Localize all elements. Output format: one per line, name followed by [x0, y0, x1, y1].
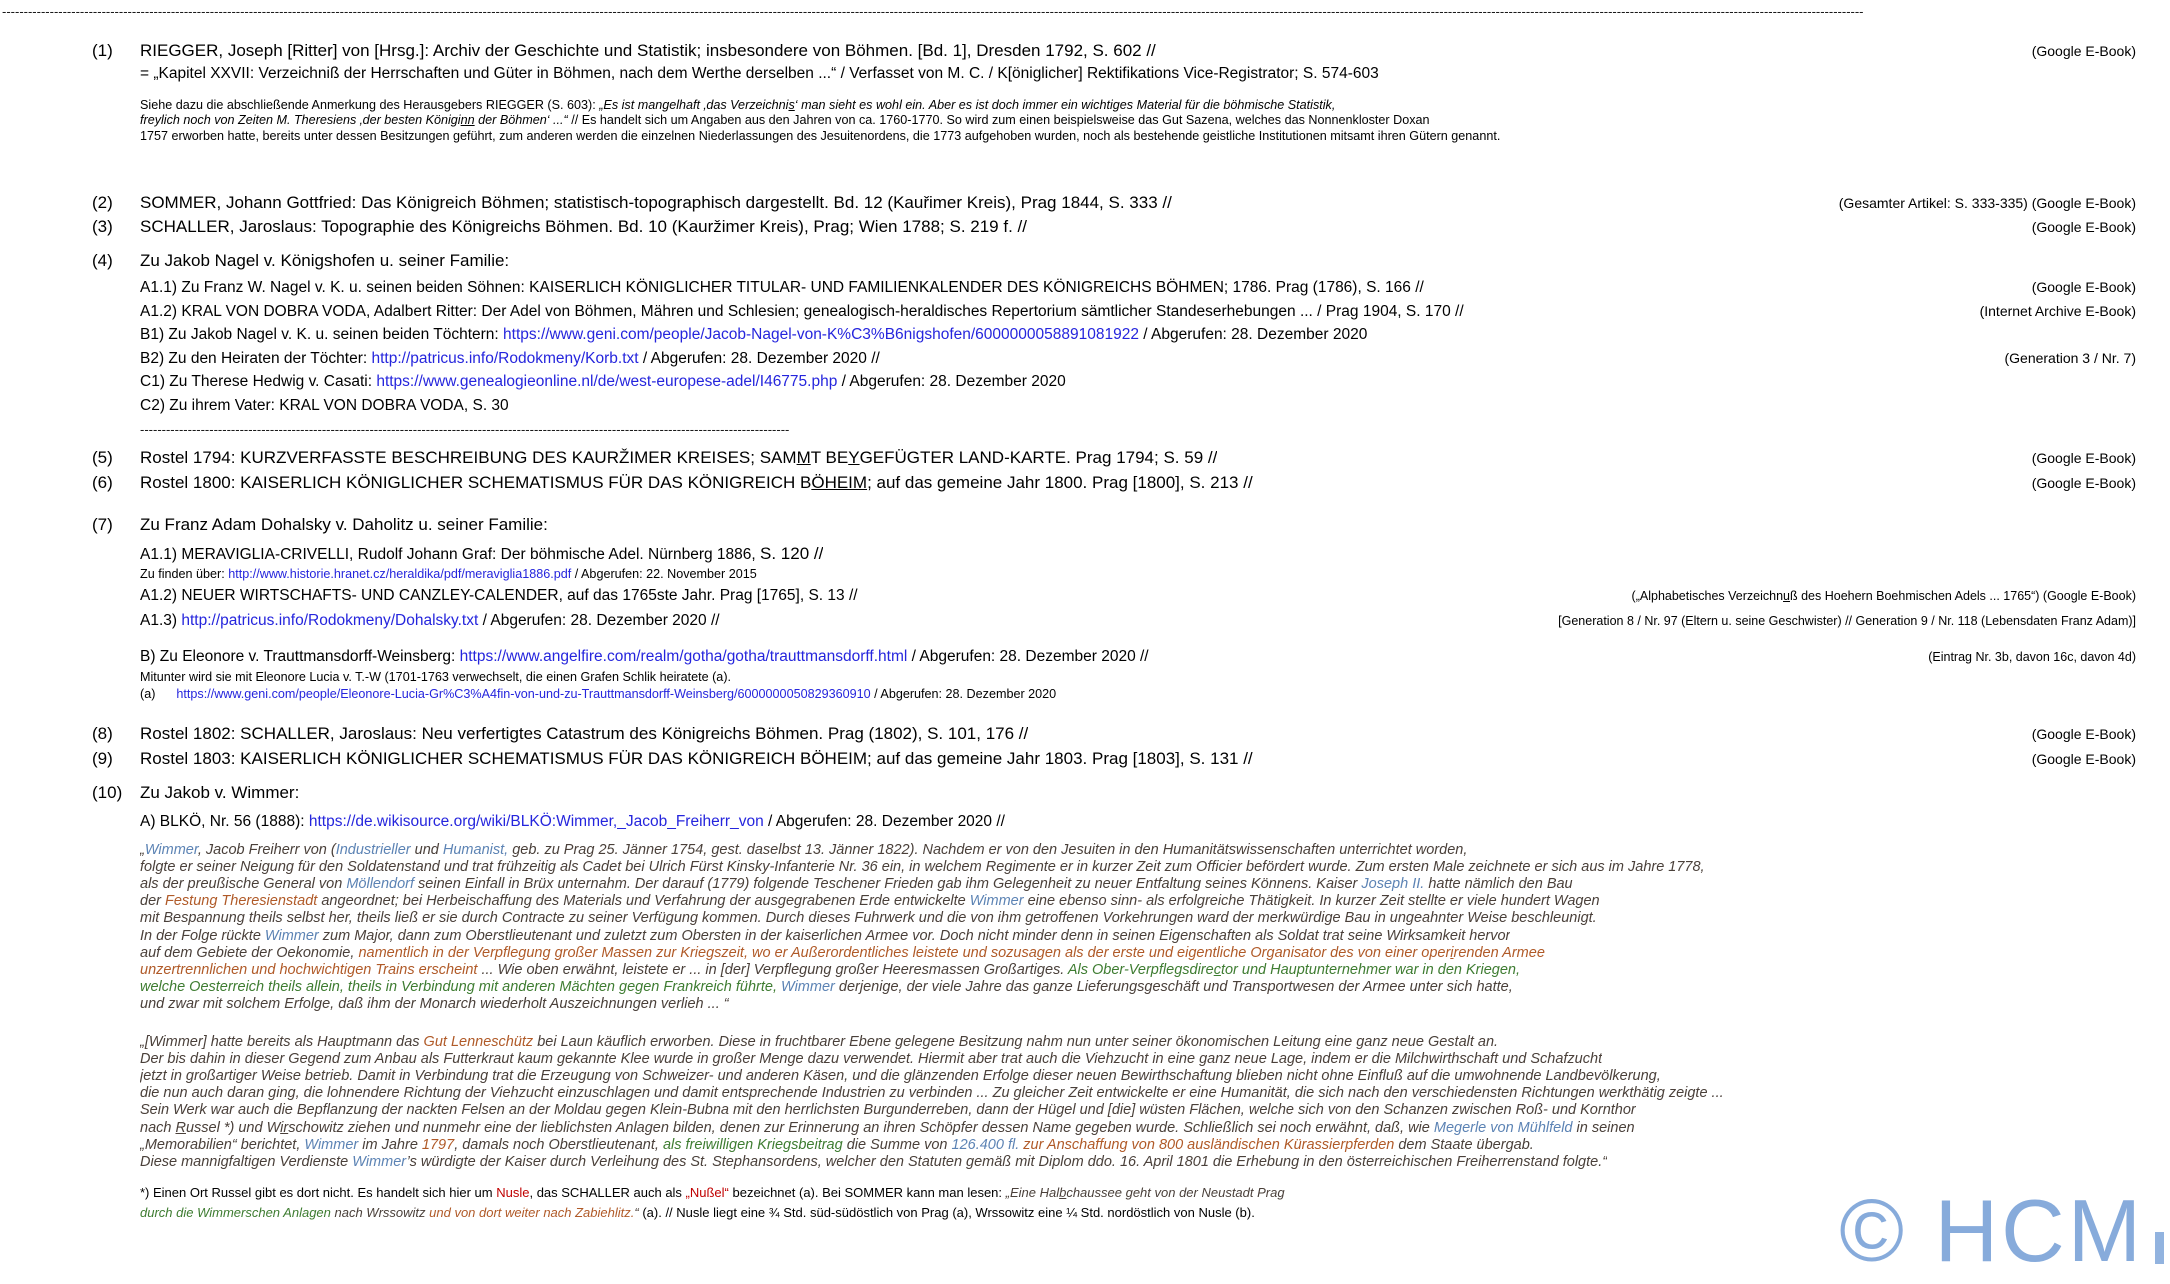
text-segment: Möllendorf [346, 875, 415, 892]
text-segment: (Internet Archive E-Book) [1979, 302, 2136, 319]
doc-line [0, 113, 2170, 129]
doc-line [0, 687, 2170, 703]
doc-line [0, 979, 2170, 996]
line-text [140, 645, 1149, 669]
text-segment: , das SCHALLER auch als [529, 1185, 686, 1201]
text-segment: („Alphabetisches Verzeichn [1631, 589, 1784, 604]
line-text [140, 192, 1172, 214]
text-segment: als der preußische General von [140, 875, 347, 892]
doc-line [0, 1137, 2170, 1154]
text-segment: S. 120 // [760, 544, 824, 564]
text-segment: “ [634, 1204, 643, 1220]
text-segment: unzertrennlichen und hochwichtigen Trains erscheint [140, 961, 482, 978]
text-segment: / Abgerufen: 28. Dezember 2020 // [763, 813, 1005, 831]
text-segment: ... Wie oben erwähnt, leistete er ... in [der] Verpflegung großer Heeresmassen Großartiges. [481, 961, 1068, 978]
doc-line [0, 1154, 2170, 1171]
text-segment: tor und Hauptunternehmer war in den Kriegen, [1220, 961, 1520, 978]
text-segment: Zu finden über: [140, 566, 229, 581]
line-text [140, 1034, 1498, 1051]
hyperlink[interactable]: https://www.genealogieonline.nl/de/west-europese-adel/I46775.php [376, 373, 838, 391]
text-segment: „Nußel“ [685, 1185, 729, 1201]
text-segment: zum Major, dann zum Oberstlieutenant und zuletzt zum Obersten in der kaiserlichen Armee vor. Doch nicht minder denn in seinen Eigenschaften als Soldat trat seine Wirksamkeit hervor [318, 927, 1511, 944]
line-text [140, 472, 1253, 494]
doc-line [0, 370, 2170, 394]
doc-line [0, 645, 2170, 670]
text-segment: = „Kapitel XXVII: Verzeichniß der Herrschaften und Güter in Böhmen, nach dem Werthe derselben ...“ / Verfasset von M. C. / K[öniglicher] Rektifikations Vice-Registrator; S. 574-603 [140, 65, 1379, 82]
line-text [140, 300, 1464, 324]
line-text [140, 1085, 1724, 1102]
line-text [140, 1102, 1636, 1119]
doc-line [0, 300, 2170, 324]
line-text [140, 113, 1430, 129]
text-segment: Nusle [496, 1185, 530, 1201]
right-label [1620, 585, 2136, 609]
text-segment: (Google E-Book) [2031, 279, 2136, 296]
doc-line [0, 584, 2170, 609]
text-segment: / Abgerufen: 28. Dezember 2020 // [638, 349, 880, 367]
text-segment: Sein Werk war auch die Bepflanzung der nackten Felsen an der Moldau gegen Klein-Bubna mit den herrlichsten Burgunderreben, dann der Hügel und [die] wüsten Flächen, welche sich von den Schanzen zwischen Roß- und Kornthor [140, 1102, 1636, 1119]
doc-line [0, 394, 2170, 418]
text-segment: Gut Lenneschütz [423, 1033, 534, 1050]
text-segment: derjenige, der viele Jahre das ganze Lieferungsgeschäft und Transportwesen der Armee unter sich hatte, [834, 979, 1513, 996]
text-segment: renden Armee [1453, 944, 1545, 961]
text-segment: in seinen [1572, 1119, 1635, 1136]
doc-line [0, 250, 2170, 272]
line-text [140, 962, 1520, 979]
text-segment: 126.400 fl. [951, 1136, 1020, 1153]
line-text [140, 910, 1597, 927]
text-segment: ir [280, 1119, 289, 1136]
line-text [140, 394, 509, 418]
text-segment: schowitz ziehen und nunmehr eine der lieblichsten Anlagen bilden, denen zur Erinnerung an ihren Schöpfer dessen Name gegeben wurde. Schließlich sei noch erwähnt, daß, wie [288, 1119, 1434, 1136]
watermark: © HCM [1839, 1181, 2144, 1280]
text-segment: eine ebenso sinn- als erfolgreiche Thätigkeit. In kurzer Zeit stellte er viele hundert Wagen [1023, 893, 1600, 910]
doc-line [0, 1085, 2170, 1102]
text-segment: Wimmer [352, 1154, 407, 1171]
doc-line [0, 782, 2170, 804]
text-segment: 1797 [421, 1136, 455, 1153]
dashed-separator [0, 4, 2170, 20]
doc-line [0, 810, 2170, 834]
text-segment: hatte nämlich den Bau [1424, 875, 1573, 892]
text-segment: (Google E-Book) [2031, 751, 2136, 768]
entry-number: (10) [92, 783, 123, 803]
text-segment: geb. zu Prag 25. Jänner 1754, gest. daselbst 13. Jänner 1822). Nachdem er von den Jesuiten in den Humanitätswissenschaften unterrichtet worden, [508, 841, 1468, 858]
text-segment: , damals noch Oberstlieutenant, [454, 1136, 663, 1153]
text-segment: Wimmer [969, 893, 1024, 910]
text-segment: 1757 erworben hatte, bereits unter dessen Besitzungen geführt, zum anderen werden die einzelnen Niederlassungen des Jesuitenordens, die 1773 aufgehoben wurden, noch als bestehende geistliche Institutionen mitsamt ihren Gütern genannt. [140, 128, 1501, 143]
doc-line [0, 996, 2170, 1013]
entry-number: (6) [92, 473, 113, 493]
doc-line [0, 98, 2170, 114]
text-segment: Als Ober-Verpflegsdire [1067, 961, 1214, 978]
doc-line [0, 542, 2170, 567]
text-segment: ’s würdigte der Kaiser durch Verleihung des St. Stephansordens, welcher den Statuten gemäß mit Diplom ddo. 16. April 1801 die Erhebung in den österreichischen Freiherrenstand folgte.“ [406, 1154, 1608, 1171]
line-text [140, 370, 1066, 394]
text-segment: / Abgerufen: 28. Dezember 2020 [837, 373, 1066, 391]
line-text [140, 1154, 1607, 1171]
text-segment: // Es handelt sich um Angaben aus den Jahren von ca. 1760-1770. So wird zum einen beispielsweise das Gut Sazena, welches das Nonnenkloster Doxan [571, 113, 1430, 128]
hyperlink[interactable]: https://www.geni.com/people/Eleonore-Lucia-Gr%C3%A4fin-von-und-zu-Trauttmansdorff-Weinsberg/6000000050829360910 [176, 687, 871, 702]
line-text [140, 893, 1600, 910]
line-text [140, 1203, 1255, 1223]
line-text [140, 1068, 1661, 1085]
text-segment: ; auf das gemeine Jahr 1800. Prag [1800], S. 213 // [867, 473, 1253, 493]
text-segment: SOMMER, Johann Gottfried: Das Königreich Böhmen; statistisch-topographisch dargestellt. Bd. 12 (Kauřimer Kreis), Prag 1844, S. 333 // [140, 193, 1172, 213]
text-segment: s [788, 97, 795, 112]
text-segment: b [1059, 1185, 1067, 1201]
entry-number: (1) [92, 41, 113, 60]
text-segment: Zu Jakob Nagel v. Königshofen u. seiner Familie: [140, 251, 510, 271]
doc-line [0, 842, 2170, 859]
line-text [140, 423, 844, 437]
text-segment: und zwar mit solchem Erfolge, daß ihm der Monarch wiederholt Auszeichnungen verlieh ... “ [140, 996, 729, 1013]
text-segment: nach [140, 1119, 176, 1136]
doc-line [0, 910, 2170, 927]
doc-line [0, 1068, 2170, 1085]
doc-line [0, 1102, 2170, 1119]
text-segment: namentlich in der Verpflegung großer Massen zur Kriegszeit, wo er Außerordentliches leistete und sozusagen als der erste und eigentliche Organisator des von einer oper [358, 944, 1451, 961]
doc-line [0, 670, 2170, 686]
text-segment: i [1450, 944, 1454, 961]
line-text [140, 40, 1156, 62]
text-segment: im Jahre [358, 1136, 422, 1153]
entry-number: (2) [92, 193, 113, 213]
text-segment: *) Einen Ort Russel gibt es dort nicht. Es handelt sich hier um [140, 1185, 497, 1201]
entry-number: (4) [92, 251, 113, 271]
doc-line [0, 323, 2170, 347]
text-segment: A1.1) Zu Franz W. Nagel v. K. u. seinen beiden Söhnen: KAISERLICH KÖNIGLICHER TITULAR- UND FAMILIENKALENDER DES KÖNIGREICHS BÖHMEN; 1786. Prag (1786), S. 166 // [140, 279, 1424, 297]
text-segment: B1) Zu Jakob Nagel v. K. u. seinen beiden Töchtern: [140, 326, 504, 344]
text-segment: GEFÜGTER LAND-KARTE. Prag 1794; S. 59 // [859, 448, 1218, 468]
text-segment: jetzt in großartiger Weise betrieb. Damit in Verbindung trat die Erzeugung von Schweizer- und anderen Käsen, und die glänzenden Erfolge dieser neuen Bewirthschaftung blieben nicht ohne Einfluß auf die umwohnende Landbevölkerung, [140, 1068, 1661, 1084]
text-segment: „Es ist mangelhaft ‚das Verzeichni [599, 97, 789, 112]
text-segment: chaussee geht von der Neustadt Prag [1066, 1185, 1285, 1201]
text-segment: Rostel 1794: KURZVERFASSTE BESCHREIBUNG DES KAURŽIMER KREISES; SAM [140, 448, 797, 468]
hyperlink[interactable]: https://www.geni.com/people/Jacob-Nagel-von-K%C3%B6nigshofen/6000000058891081922 [503, 326, 1139, 344]
right-label [2020, 216, 2136, 238]
right-label [2020, 276, 2136, 300]
doc-line [0, 447, 2170, 469]
text-segment: A1.2) NEUER WIRTSCHAFTS- UND CANZLEY-CALENDER, auf das 1765ste Jahr. Prag [1765], S. 13 // [140, 587, 858, 605]
text-segment: , Jacob Freiherr von ( [197, 841, 336, 858]
right-label [1827, 192, 2136, 214]
right-label [1916, 646, 2136, 670]
text-segment: und von dort weiter nach Zabiehlitz. [429, 1204, 635, 1220]
hyperlink[interactable]: http://patricus.info/Rodokmeny/Dohalsky.txt [181, 611, 479, 629]
text-segment: als freiwilligen Kriegsbeitrag [662, 1136, 843, 1153]
doc-line [0, 723, 2170, 745]
text-segment: dem Staate übergab. [1394, 1136, 1534, 1153]
text-segment: A1.2) KRAL VON DOBRA VODA, Adalbert Ritter: Der Adel von Böhmen, Mähren und Schlesien; genealogisch-heraldisches Repertorium sämtlicher Standeserhebungen ... / Prag 1904, S. 170 // [140, 302, 1464, 320]
text-segment: nach Wrssowitz [330, 1204, 430, 1220]
text-segment: die nun auch daran ging, die lohnendere Richtung der Viehzucht einzuschlagen und damit entsprechende Industrien zu verbinden ... Zu gleicher Zeit entwickelte er eine Humanität, die sich nach den verschiedensten Richtungen werkthätig zeigte ... [140, 1085, 1724, 1102]
line-text [140, 859, 1705, 876]
entry-number: (3) [92, 217, 113, 237]
line-text [140, 687, 1056, 703]
text-segment: und [410, 841, 443, 858]
doc-line [0, 129, 2170, 145]
entry-number: (7) [92, 515, 113, 535]
text-segment: Joseph II. [1361, 875, 1425, 892]
text-segment: Der bis dahin in dieser Gegend zum Anbau als Futterkraut kaum gekannte Klee wurde in großer Menge dazu verwendet. Hiermit aber trat auch die Viehzucht in eine ganz neue Lage, indem er die Milchwirthschaft und Schafzucht [140, 1050, 1603, 1067]
text-segment: bezeichnet (a). Bei SOMMER kann man lesen: [728, 1185, 1006, 1201]
text-segment: c [1213, 961, 1221, 978]
text-segment: (Eintrag Nr. 3b, davon 16c, davon 4d) [1928, 650, 2136, 665]
text-segment: Siehe dazu die abschließende Anmerkung des Herausgebers RIEGGER (S. 603): [140, 97, 600, 112]
text-segment: (Google E-Book) [2031, 475, 2136, 492]
doc-line [0, 1034, 2170, 1051]
line-text [140, 945, 1545, 962]
text-segment: Industrieller [335, 841, 411, 858]
text-segment: mit Bespannung theils selbst her, theils ließ er sie durch Contracte zu seiner Verfügung kommen. Durch dieses Fuhrwerk und die von ihm getroffenen Vorkehrungen ward der merkwürdige Bau in ungeahnter Weise beschleunigt. [140, 910, 1597, 927]
line-text [140, 584, 858, 608]
line-text [140, 782, 299, 804]
text-segment: R [175, 1119, 186, 1136]
text-segment: (Google E-Book) [2031, 43, 2136, 59]
text-segment: ‘ man sieht es wohl ein. Aber es ist doch immer ein wichtiges Material für die böhmische Statistik, [794, 97, 1336, 112]
line-text [140, 1051, 1602, 1068]
document-body [0, 4, 2170, 1222]
line-text [140, 928, 1510, 945]
text-segment: auf dem Gebiete der Oekonomie, [140, 944, 359, 961]
doc-line [0, 192, 2170, 214]
doc-line [0, 609, 2170, 634]
text-segment: A) BLKÖ, Nr. 56 (1888): [140, 813, 309, 831]
text-segment: ussel *) und W [185, 1119, 281, 1136]
doc-line [0, 748, 2170, 770]
doc-line [0, 514, 2170, 536]
text-segment: T BE [810, 448, 849, 468]
text-segment: „Memorabilien“ berichtet, [140, 1136, 305, 1153]
text-segment: welche Oesterreich theils allein, theils in Verbindung mit anderen Mächten gegen Frankreich führte, [140, 979, 782, 996]
text-segment: (a). // Nusle liegt eine ¾ Std. süd-südöstlich von Prag (a), Wrssowitz eine ¼ Std. nordöstlich von Nusle (b). [642, 1204, 1255, 1220]
text-segment: Rostel 1803: KAISERLICH KÖNIGLICHER SCHEMATISMUS FÜR DAS KÖNIGREICH BÖHEIM; auf das gemeine Jahr 1803. Prag [1803], S. 131 // [140, 749, 1253, 769]
text-segment: A1.3) [140, 611, 182, 629]
line-text [2, 4, 2170, 20]
watermark-fragment [2155, 1232, 2164, 1264]
line-text [140, 276, 1424, 300]
line-text [140, 347, 880, 371]
text-segment: / Abgerufen: 22. November 2015 [571, 566, 757, 581]
text-segment: (Generation 3 / Nr. 7) [2004, 349, 2136, 366]
text-segment: Rostel 1802: SCHALLER, Jaroslaus: Neu verfertigtes Catastrum des Königreichs Böhmen. Prag (1802), S. 101, 176 // [140, 724, 1029, 744]
text-segment: Y [848, 448, 860, 468]
text-segment: Festung Theresienstadt [165, 893, 318, 910]
line-text [140, 609, 720, 633]
text-segment: ---------------------------------------------------------------------------------------------------------------------------------------------------------------------------------------------------------------------------------------------------------------------------------------------------------------------------------------------------------------------------------------------------------------------------------------------- [2, 4, 1864, 19]
text-segment: Humanist, [442, 841, 509, 858]
text-segment: / Abgerufen: 28. Dezember 2020 [870, 687, 1057, 702]
right-label [2020, 472, 2136, 494]
text-segment: / Abgerufen: 28. Dezember 2020 [1138, 326, 1368, 344]
doc-line [0, 276, 2170, 300]
line-text [140, 1120, 1635, 1137]
doc-line [0, 347, 2170, 371]
text-segment: C2) Zu ihrem Vater: KRAL VON DOBRA VODA, S. 30 [140, 396, 509, 414]
text-segment: Zu Jakob v. Wimmer: [140, 783, 300, 803]
line-text [140, 748, 1253, 770]
text-segment: durch die Wimmerschen Anlagen [140, 1204, 331, 1220]
line-text [140, 979, 1513, 996]
line-text [140, 98, 1335, 114]
text-segment: ß des Hoehern Boehmischen Adels ... 1765“) (Google E-Book) [1789, 589, 2136, 604]
doc-line [0, 859, 2170, 876]
line-text [140, 996, 729, 1013]
text-segment: Diese mannigfaltigen Verdienste [140, 1154, 353, 1171]
text-segment: C1) Zu Therese Hedwig v. Casati: [140, 373, 377, 391]
text-segment: (Google E-Book) [2031, 450, 2136, 467]
line-text [140, 216, 1027, 238]
doc-line [0, 962, 2170, 979]
text-segment: u [1783, 589, 1790, 604]
doc-line [0, 928, 2170, 945]
line-text [140, 670, 731, 686]
line-text [140, 810, 1005, 834]
hyperlink[interactable]: https://www.angelfire.com/realm/gotha/gotha/trauttmansdorff.html [459, 648, 908, 666]
text-segment: nn [460, 113, 475, 128]
text-segment: A1.1) MERAVIGLIA-CRIVELLI, Rudolf Johann Graf: Der böhmische Adel. Nürnberg 1886, [140, 546, 761, 564]
doc-line [0, 216, 2170, 238]
text-segment: Wimmer [781, 979, 835, 996]
line-text [140, 514, 548, 536]
right-label [2020, 723, 2136, 745]
text-segment: [Generation 8 / Nr. 97 (Eltern u. seine Geschwister) // Generation 9 / Nr. 118 (Lebensdaten Franz Adam)] [1558, 613, 2136, 628]
right-label [2020, 748, 2136, 770]
line-text [140, 62, 1379, 86]
doc-line [0, 1120, 2170, 1137]
line-text [140, 129, 1500, 145]
line-text [140, 323, 1367, 347]
text-segment: Zu Franz Adam Dohalsky v. Daholitz u. seiner Familie: [140, 515, 548, 535]
text-segment: Wimmer [264, 927, 319, 944]
text-segment: seinen Einfall in Brüx unternahm. Der darauf (1779) folgende Teschener Frieden gab ihm Gelegenheit zu neuer Entfaltung seines Könnens. Kaiser [414, 875, 1362, 892]
text-segment: RIEGGER, Joseph [Ritter] von [Hrsg.]: Archiv der Geschichte und Statistik; insbesondere von Böhmen. [Bd. 1], Dresden 1792, S. 602 // [140, 41, 1156, 60]
text-segment: bei Laun käuflich erworben. Diese in fruchtbarer Ebene gelegene Besitzung nahm nun unter seiner ökonomischen Leitung eine ganz neue Gestalt an. [533, 1033, 1499, 1050]
text-segment: „ [140, 841, 145, 858]
line-text [140, 842, 1467, 859]
line-text [140, 567, 757, 583]
entry-number: (5) [92, 448, 113, 468]
doc-line [0, 40, 2170, 62]
text-segment: zur Anschaffung von 800 ausländischen Kürassierpferden [1019, 1136, 1395, 1153]
text-segment: SCHALLER, Jaroslaus: Topographie des Königreichs Böhmen. Bd. 10 (Kauržimer Kreis), Prag; Wien 1788; S. 219 f. // [140, 217, 1027, 237]
line-text [140, 542, 823, 567]
hyperlink[interactable]: https://de.wikisource.org/wiki/BLKÖ:Wimmer,_Jacob_Freiherr_von [308, 813, 764, 831]
text-segment: / Abgerufen: 28. Dezember 2020 // [478, 611, 720, 629]
text-segment: Megerle von Mühlfeld [1433, 1119, 1573, 1136]
text-segment: der Böhmen‘ ...“ [474, 113, 572, 128]
doc-line [0, 472, 2170, 494]
right-label [1968, 300, 2136, 324]
text-segment: Wimmer [144, 841, 198, 858]
right-label [1546, 610, 2136, 634]
right-label [2020, 40, 2136, 62]
right-label [2020, 447, 2136, 469]
text-segment: B) Zu Eleonore v. Trauttmansdorff-Weinsberg: [140, 648, 460, 666]
text-segment: Mitunter wird sie mit Eleonore Lucia v. T.-W (1701-1763 verwechselt, die einen Grafen Schlik heiratete (a). [140, 669, 732, 684]
text-segment: „[Wimmer] hatte bereits als Hauptmann das [140, 1033, 424, 1050]
text-segment: angeordnet; bei Herbeischaffung des Materials und Verfahrung der ausgegrabenen Erde entwickelte [317, 893, 970, 910]
text-segment: Rostel 1800: KAISERLICH KÖNIGLICHER SCHEMATISMUS FÜR DAS KÖNIGREICH B [140, 473, 812, 493]
doc-line [0, 945, 2170, 962]
text-segment: die Summe von [842, 1136, 952, 1153]
line-text [140, 723, 1028, 745]
text-segment: (a) [140, 687, 177, 702]
line-text [140, 447, 1217, 469]
entry-number: (8) [92, 724, 113, 744]
text-segment: In der Folge rückte [140, 927, 265, 944]
doc-line [0, 62, 2170, 86]
hyperlink[interactable]: http://www.historie.hranet.cz/heraldika/pdf/meraviglia1886.pdf [228, 566, 572, 581]
text-segment: freylich noch von Zeiten M. Theresiens ‚der besten Königi [140, 113, 461, 128]
text-segment: der [140, 893, 165, 910]
line-text [140, 250, 509, 272]
text-segment: M [796, 448, 811, 468]
hyperlink[interactable]: http://patricus.info/Rodokmeny/Korb.txt [371, 349, 639, 367]
line-text [140, 876, 1573, 893]
text-segment: folgte er seiner Neigung für den Soldatenstand und trat frühzeitig als Cadet bei Ulrich Fürst Kinsky-Infanterie Nr. 36 ein, in welchem Regimente er in kurzer Zeit zum Officier befördert wurde. Zum ersten Male zeichnete er sich aus im Jahre 1778, [140, 858, 1705, 875]
entry-number: (9) [92, 749, 113, 769]
doc-line [0, 893, 2170, 910]
dashed-separator [0, 423, 2170, 437]
text-segment: ÖHEIM [811, 473, 868, 493]
text-segment: (Google E-Book) [2031, 219, 2136, 236]
doc-line [0, 567, 2170, 583]
right-label [1992, 347, 2136, 371]
text-segment: Wimmer [304, 1136, 359, 1153]
line-text [140, 1183, 1285, 1203]
text-segment: B2) Zu den Heiraten der Töchter: [140, 349, 372, 367]
doc-line [0, 1051, 2170, 1068]
line-text [140, 1137, 1534, 1154]
text-segment: / Abgerufen: 28. Dezember 2020 // [907, 648, 1149, 666]
text-segment: ------------------------------------------------------------------------------------------------------------------------------------------------------ [140, 423, 790, 438]
text-segment: „Eine Hal [1005, 1185, 1060, 1201]
text-segment: (Google E-Book) [2031, 726, 2136, 743]
doc-line [0, 876, 2170, 893]
text-segment: (Gesamter Artikel: S. 333-335) (Google E-Book) [1838, 195, 2136, 212]
